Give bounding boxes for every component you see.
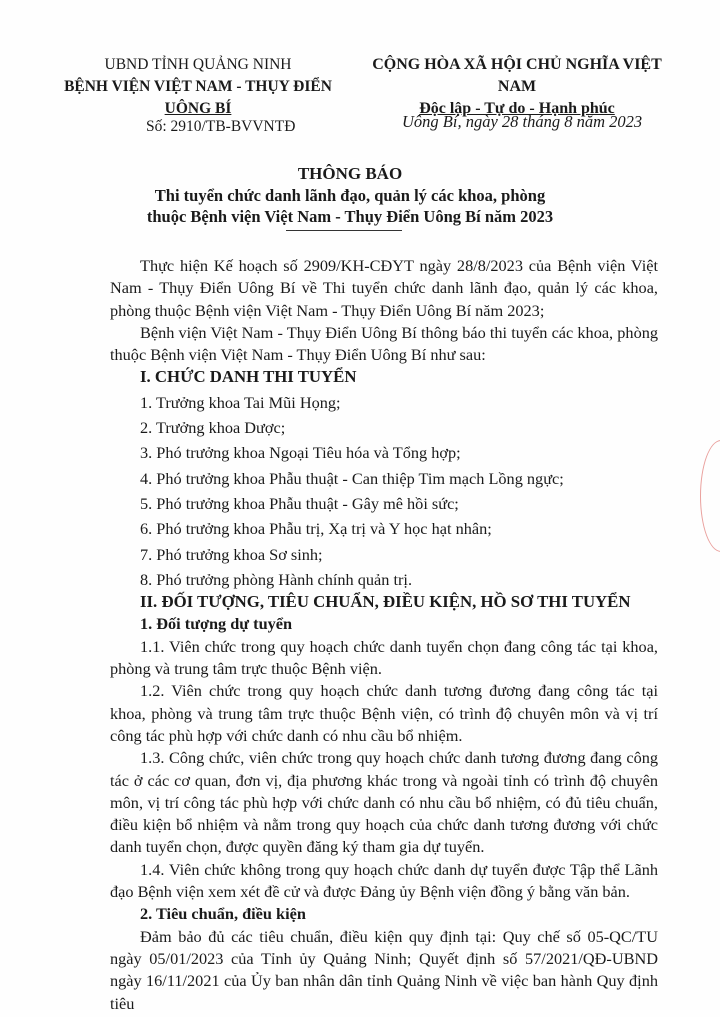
agency-parent: UBND TỈNH QUẢNG NINH — [104, 56, 292, 73]
motto: Độc lập - Tự do - Hạnh phúc — [419, 100, 615, 117]
section-heading: II. ĐỐI TƯỢNG, TIÊU CHUẨN, ĐIỀU KIỆN, HỒ SƠ THI TUYỂN — [140, 592, 631, 612]
document-body — [110, 255, 658, 1015]
document-number: Số: 2910/TB-BVVNTĐ — [146, 118, 296, 135]
country-name: CỘNG HÒA XÃ HỘI CHỦ NGHĨA VIỆT NAM — [372, 56, 662, 95]
position-item: 4. Phó trưởng khoa Phẫu thuật - Can thiệp Tim mạch Lồng ngực; — [140, 468, 564, 488]
eligibility-paragraph: 1.1. Viên chức trong quy hoạch chức danh tuyển chọn đang công tác tại khoa, phòng và trung tâm trực thuộc Bệnh viện. — [110, 636, 658, 679]
place-date: Uông Bí, ngày 28 tháng 8 năm 2023 — [402, 112, 643, 131]
criteria-paragraph: Đảm bảo đủ các tiêu chuẩn, điều kiện quy định tại: Quy chế số 05-QC/TU ngày 05/01/2023 của Tỉnh ủy Quảng Ninh; Quyết định số 57/2021/QĐ-UBND ngày 16/11/2021 của Ủy ban nhân dân tỉnh Quảng Ninh về việc ban hành Quy định tiêu — [110, 926, 658, 1013]
eligibility-paragraph: 1.2. Viên chức trong quy hoạch chức danh tương đương đang công tác tại khoa, phòng và trung tâm trực thuộc Bệnh viện, có trình độ chuyên môn và vị trí công tác phù hợp với chức danh có nhu cầu bổ nhiệm. — [110, 681, 658, 745]
position-item: 1. Trưởng khoa Tai Mũi Họng; — [140, 392, 341, 412]
position-item: 7. Phó trưởng khoa Sơ sinh; — [140, 544, 323, 564]
eligibility-paragraph: 1.3. Công chức, viên chức trong quy hoạch chức danh tương đương đang công tác ở các cơ quan, đơn vị, địa phương khác trong và ngoài tỉnh có trình độ chuyên môn, vị trí công tác phù hợp với chức danh có nhu cầu bổ nhiệm, có đủ tiêu chuẩn, điều kiện bổ nhiệm và nằm trong quy hoạch của chức danh tương đương với chức danh tuyển chọn, được quyền đăng ký tham gia dự tuyển. — [110, 748, 658, 857]
position-item: 8. Phó trưởng phòng Hành chính quản trị. — [140, 569, 413, 589]
subsection-heading: 2. Tiêu chuẩn, điều kiện — [140, 904, 306, 924]
issuing-agency — [58, 54, 338, 120]
position-item: 3. Phó trưởng khoa Ngoại Tiêu hóa và Tổng hợp; — [140, 443, 461, 463]
document-subject-line2: thuộc Bệnh viện Việt Nam - Thụy Điển Uông Bí năm 2023 — [146, 207, 554, 226]
document-type: THÔNG BÁO — [297, 164, 403, 183]
position-item: 6. Phó trưởng khoa Phẫu trị, Xạ trị và Y học hạt nhân; — [140, 519, 492, 539]
intro-paragraph: Bệnh viện Việt Nam - Thụy Điển Uông Bí thông báo thi tuyển các khoa, phòng thuộc Bệnh viện Việt Nam - Thụy Điển Uông Bí như sau: — [110, 322, 658, 365]
document-subject-line1: Thi tuyển chức danh lãnh đạo, quản lý các khoa, phòng — [154, 186, 546, 205]
agency-name: BỆNH VIỆN VIỆT NAM - THỤY ĐIỂN — [64, 78, 332, 95]
subsection-heading: 1. Đối tượng dự tuyển — [140, 614, 293, 634]
eligibility-paragraph: 1.4. Viên chức không trong quy hoạch chức danh dự tuyển được Tập thể Lãnh đạo Bệnh viện xem xét đề cử và được Đảng ủy Bệnh viện đồng ý bằng văn bản. — [110, 859, 658, 902]
title-underline — [286, 230, 402, 231]
agency-name-cont: UÔNG BÍ — [164, 100, 232, 117]
national-motto — [352, 54, 682, 120]
position-item: 5. Phó trưởng khoa Phẫu thuật - Gây mê hồi sức; — [140, 493, 459, 513]
position-item: 2. Trưởng khoa Dược; — [140, 418, 286, 438]
intro-paragraph: Thực hiện Kế hoạch số 2909/KH-CĐYT ngày 28/8/2023 của Bệnh viện Việt Nam - Thụy Điển Uông Bí về Thi tuyển chức danh lãnh đạo, quản lý các khoa, phòng thuộc Bệnh viện Việt Nam - Thụy Điển Uông Bí năm 2023; — [110, 256, 658, 320]
section-heading: I. CHỨC DANH THI TUYỂN — [140, 367, 357, 387]
seal-stamp-edge — [700, 440, 720, 552]
